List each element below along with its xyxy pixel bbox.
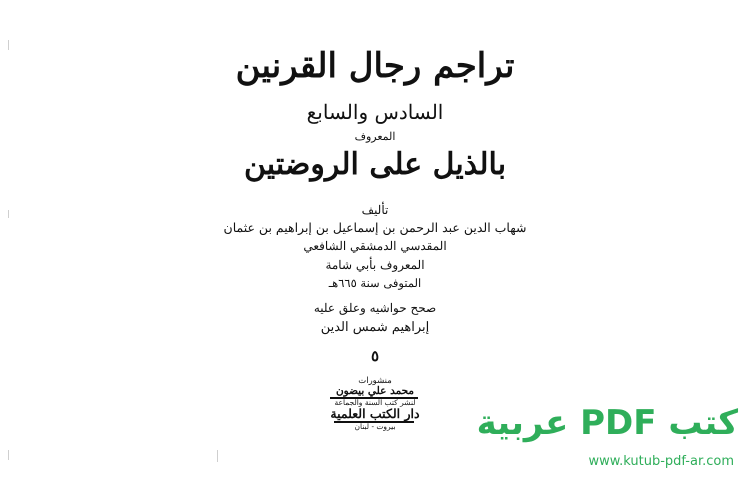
author-line-2: المقدسي الدمشقي الشافعي <box>303 239 447 253</box>
publisher-name: محمد علي بيضون <box>335 385 415 397</box>
work-name: بالذيل على الروضتين <box>243 147 507 182</box>
page-edge-mark <box>217 450 218 462</box>
editor-label: صحح حواشيه وعلق عليه <box>313 301 437 315</box>
editor-name: إبراهيم شمس الدين <box>320 320 430 335</box>
watermark-url[interactable]: www.kutub-pdf-ar.com <box>588 454 734 469</box>
publisher-series: لنشر كتب السنة والجماعة <box>334 398 416 407</box>
watermark-title: كتب PDF عربية <box>476 403 738 443</box>
publisher-label: منشورات <box>358 376 392 386</box>
authored-label: تأليف <box>361 203 389 217</box>
page-edge-mark <box>8 450 9 460</box>
author-line-4: المتوفى سنة ٦٦٥هـ <box>328 276 422 290</box>
book-title: تراجم رجال القرنين <box>235 46 515 86</box>
volume-number: ٥ <box>370 347 380 365</box>
author-line-3: المعروف بأبي شامة <box>325 258 425 272</box>
publisher-city: بيروت - لبنان <box>354 422 396 431</box>
publisher-house: دار الكتب العلمية <box>330 406 420 421</box>
known-as-label: المعروف <box>354 130 396 143</box>
author-line-1: شهاب الدين عبد الرحمن بن إسماعيل بن إبراهيم بن عثمان <box>223 220 527 235</box>
book-subtitle: السادس والسابع <box>306 100 444 124</box>
